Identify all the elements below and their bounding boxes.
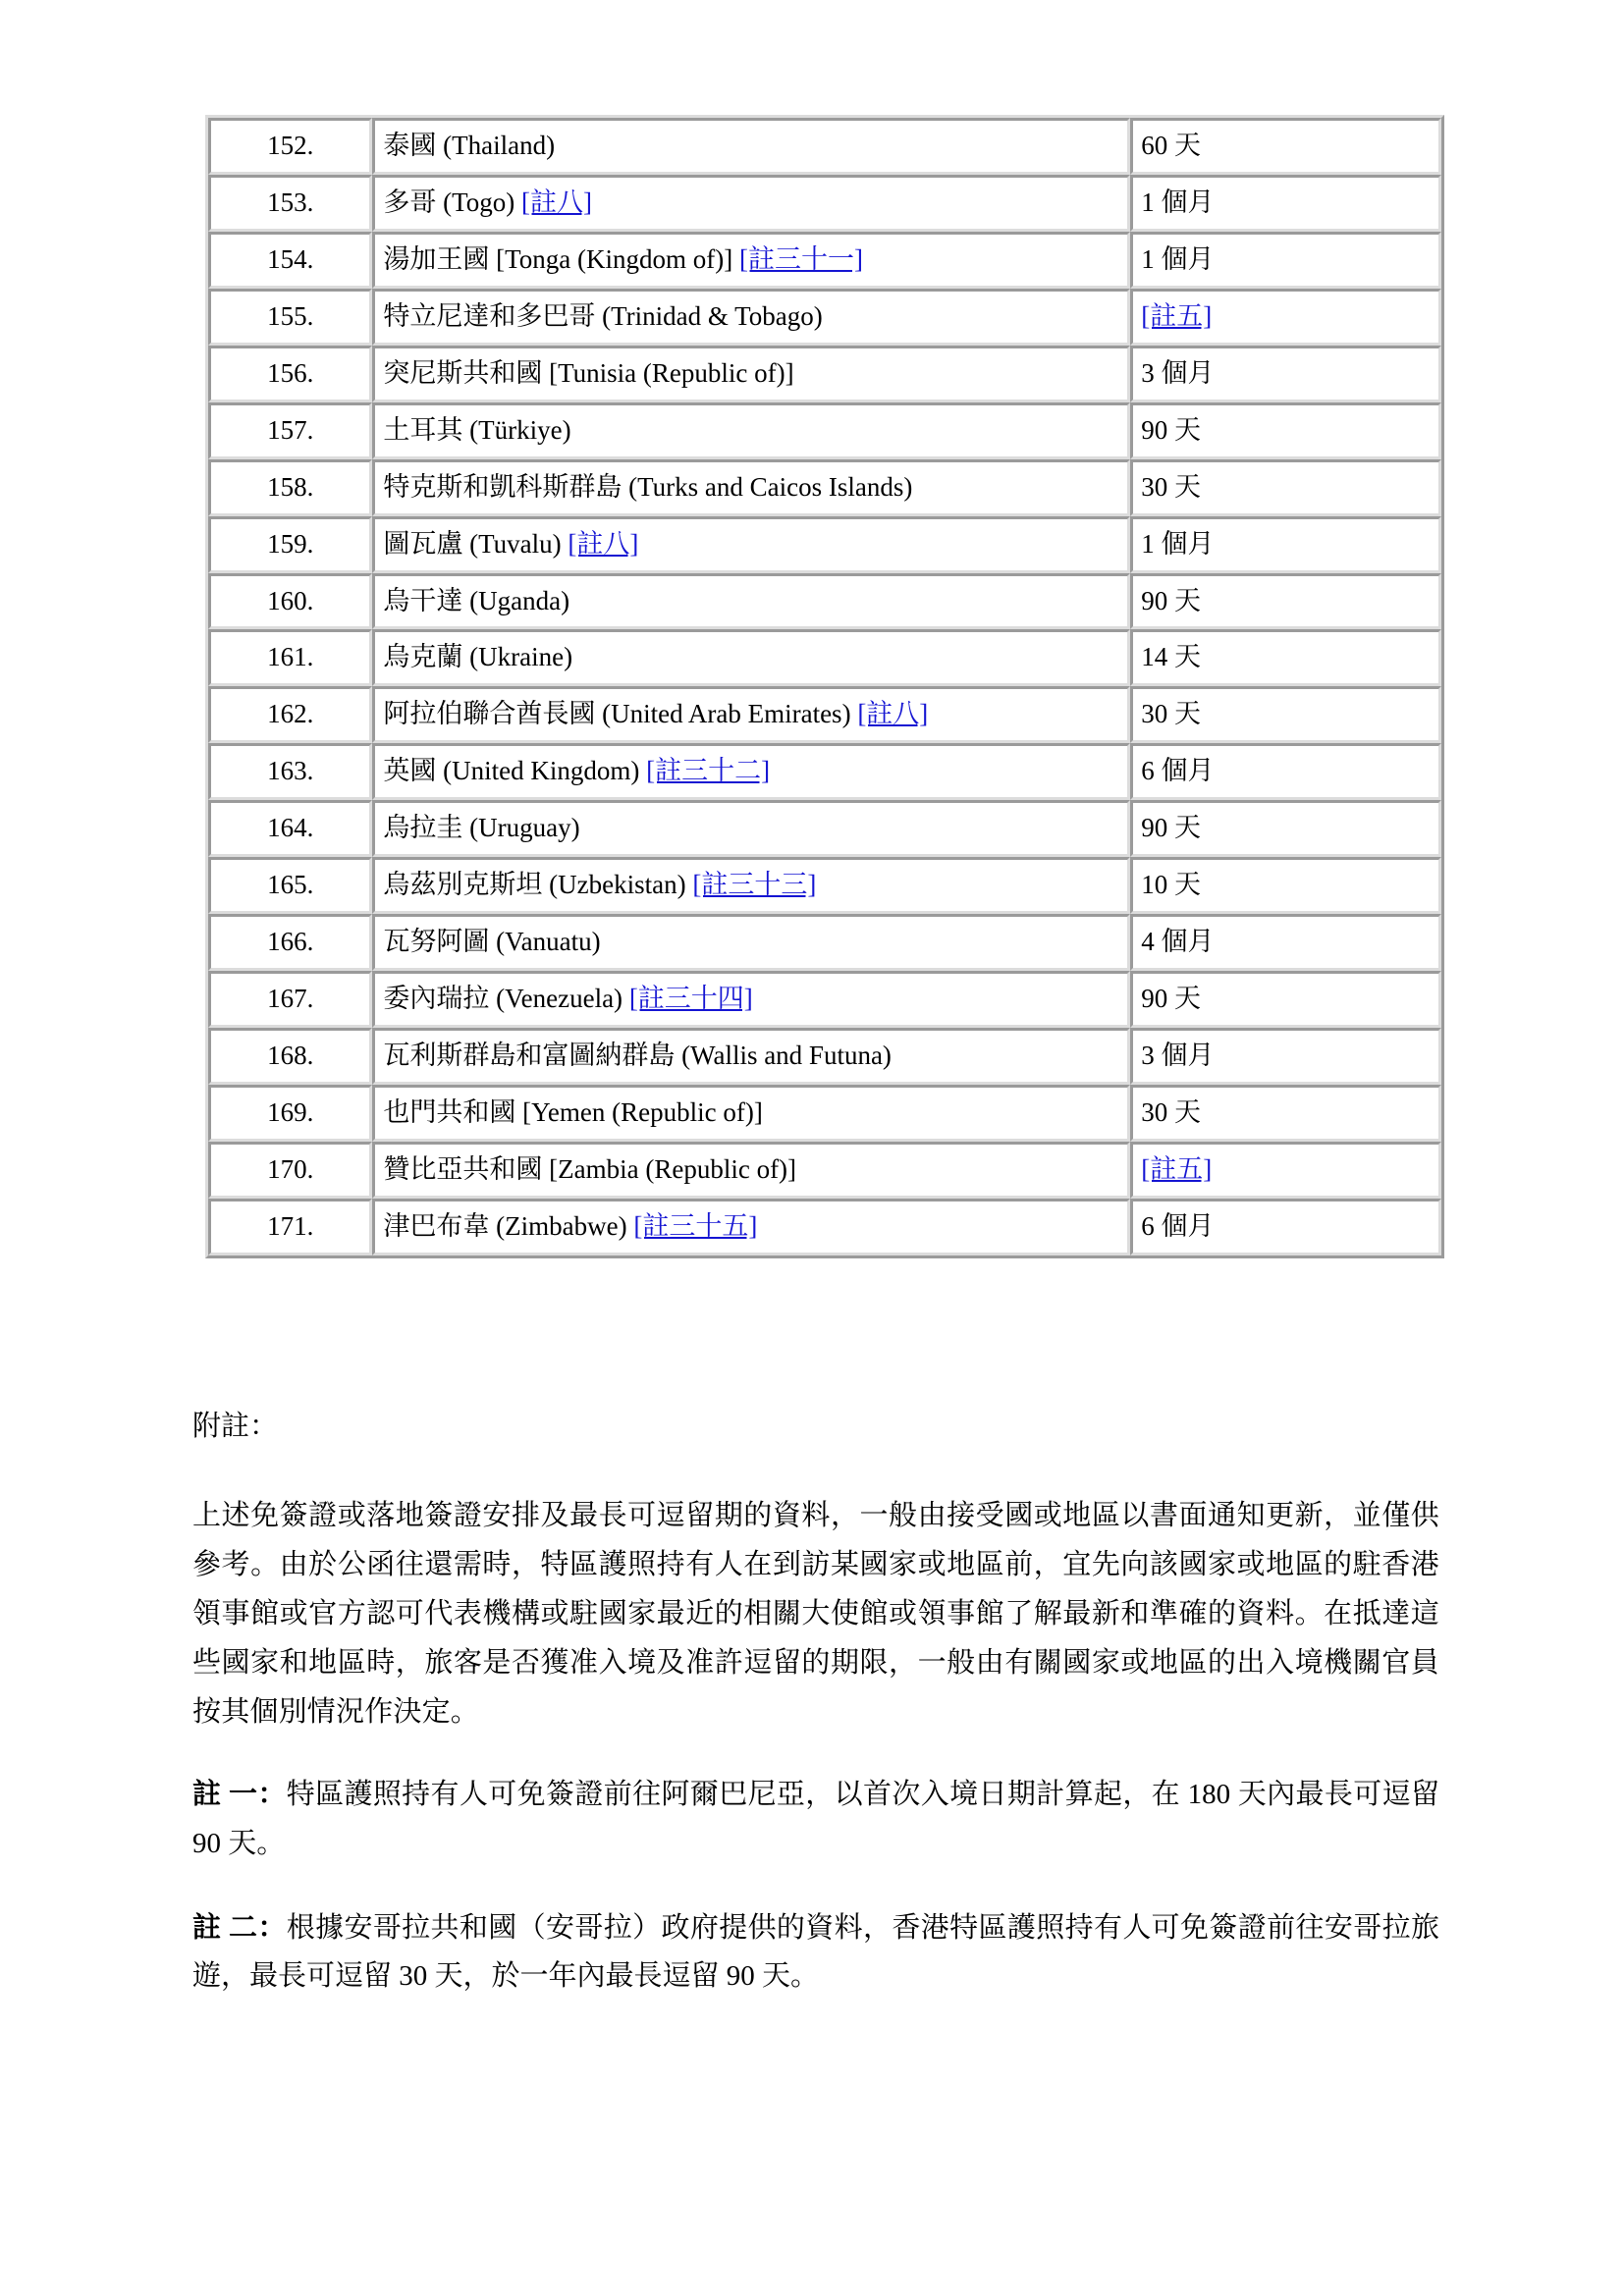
- row-index-cell: 159.: [208, 516, 372, 573]
- row-index-cell: 165.: [208, 857, 372, 914]
- max-stay-value: 90 天: [1141, 984, 1201, 1014]
- country-name-chinese: 多哥: [383, 187, 437, 217]
- country-name-english: (Uganda): [469, 585, 570, 615]
- country-name-english: (Wallis and Futuna): [681, 1041, 892, 1070]
- row-index-cell: 160.: [208, 573, 372, 630]
- row-index-cell: 164.: [208, 800, 372, 857]
- note-item: [192, 1904, 1439, 2002]
- table-row: [208, 232, 1441, 289]
- appendix-heading: 附註：: [192, 1411, 279, 1442]
- country-name-chinese: 突尼斯共和國: [383, 357, 543, 388]
- table-row: [208, 686, 1441, 743]
- max-stay-value: 90 天: [1141, 813, 1201, 843]
- max-stay-cell: [1130, 914, 1441, 971]
- country-name-cell: [372, 1142, 1130, 1199]
- country-name-chinese: 瓦努阿圖: [383, 927, 490, 957]
- note-text: 根據安哥拉共和國（安哥拉）政府提供的資料，香港特區護照持有人可免簽證前往安哥拉旅遊，最長可逗留 30 天，於一年內最長逗留 90 天。: [192, 1911, 1439, 1993]
- row-index-cell: 156.: [208, 346, 372, 402]
- max-stay-cell: [1130, 175, 1441, 232]
- row-index-cell: 162.: [208, 686, 372, 743]
- country-name-cell: [372, 346, 1130, 402]
- footnote-link[interactable]: [註三十一]: [738, 243, 863, 274]
- table-row: [208, 743, 1441, 800]
- max-stay-cell: [1130, 402, 1441, 459]
- country-name-chinese: 烏干達: [383, 585, 463, 615]
- note-label: 註 一：: [192, 1778, 287, 1810]
- row-index-cell: 163.: [208, 743, 372, 800]
- max-stay-cell: [1130, 800, 1441, 857]
- table-row: [208, 459, 1441, 516]
- table-row: [208, 573, 1441, 630]
- row-index-cell: 157.: [208, 402, 372, 459]
- country-name-chinese: 也門共和國: [383, 1096, 516, 1127]
- max-stay-cell: [1130, 459, 1441, 516]
- row-index-cell: 161.: [208, 629, 372, 686]
- country-name-cell: [372, 743, 1130, 800]
- max-stay-value: 3 個月: [1141, 1041, 1215, 1070]
- country-name-chinese: 贊比亞共和國: [383, 1153, 543, 1184]
- table-row: [208, 1085, 1441, 1142]
- max-stay-value: 14 天: [1141, 642, 1201, 672]
- table-row: [208, 175, 1441, 232]
- table-row: [208, 346, 1441, 402]
- country-name-cell: [372, 232, 1130, 289]
- max-stay-value: 30 天: [1141, 471, 1201, 502]
- row-index-cell: 154.: [208, 232, 372, 289]
- country-name-english: (Trinidad & Tobago): [602, 300, 823, 331]
- country-name-cell: [372, 914, 1130, 971]
- row-index-cell: 158.: [208, 459, 372, 516]
- country-name-cell: [372, 516, 1130, 573]
- country-name-english: (Uruguay): [469, 813, 580, 843]
- country-name-chinese: 烏克蘭: [383, 642, 463, 672]
- max-stay-value: 10 天: [1141, 870, 1201, 900]
- country-name-english: (Turks and Caicos Islands): [628, 471, 913, 502]
- max-stay-value: 4 個月: [1141, 927, 1215, 957]
- country-name-chinese: 烏茲別克斯坦: [383, 870, 543, 900]
- max-stay-cell: [1130, 346, 1441, 402]
- country-name-english: [Tunisia (Republic of)]: [549, 357, 794, 388]
- max-stay-cell: [1130, 857, 1441, 914]
- table-row: [208, 1199, 1441, 1255]
- general-disclaimer-paragraph: 上述免簽證或落地簽證安排及最長可逗留期的資料，一般由接受國或地區以書面通知更新，並僅供參考。由於公函往還需時，特區護照持有人在到訪某國家或地區前，宜先向該國家或地區的駐香港領事館或官方認可代表機構或駐國家最近的相關大使館或領事館了解最新和準確的資料。在抵達這些國家和地區時，旅客是否獲准入境及准許逗留的期限，一般由有關國家或地區的出入境機關官員按其個別情況作決定。: [192, 1500, 1439, 1728]
- country-name-chinese: 阿拉伯聯合酋長國: [383, 699, 596, 729]
- country-name-cell: [372, 459, 1130, 516]
- table-row: [208, 1028, 1441, 1085]
- country-name-cell: [372, 573, 1130, 630]
- max-stay-value: 30 天: [1141, 699, 1201, 729]
- row-index-cell: 171.: [208, 1199, 372, 1255]
- max-stay-cell: [1130, 516, 1441, 573]
- max-stay-value: 90 天: [1141, 414, 1201, 445]
- footnote-link[interactable]: [註三十二]: [646, 756, 771, 786]
- max-stay-cell: [1130, 1142, 1441, 1199]
- max-stay-value: 60 天: [1141, 131, 1201, 160]
- table-row: [208, 516, 1441, 573]
- table-row: [208, 629, 1441, 686]
- country-name-cell: [372, 1028, 1130, 1085]
- max-stay-value: 1 個月: [1141, 243, 1215, 274]
- footnote-link[interactable]: [註八]: [568, 528, 639, 559]
- country-name-chinese: 委內瑞拉: [383, 984, 490, 1014]
- table-body: [208, 118, 1441, 1255]
- country-name-english: (Ukraine): [469, 642, 573, 672]
- country-name-chinese: 瓦利斯群島和富圖納群島: [383, 1041, 676, 1070]
- max-stay-cell: [1130, 743, 1441, 800]
- max-stay-cell: [1130, 289, 1441, 346]
- note-text: 特區護照持有人可免簽證前往阿爾巴尼亞，以首次入境日期計算起，在 180 天內最長可逗留 90 天。: [192, 1778, 1439, 1859]
- country-name-english: (Venezuela): [496, 984, 623, 1014]
- country-name-cell: [372, 118, 1130, 175]
- row-index-cell: 167.: [208, 971, 372, 1028]
- max-stay-cell: [1130, 629, 1441, 686]
- row-index-cell: 153.: [208, 175, 372, 232]
- max-stay-value: 1 個月: [1141, 187, 1215, 217]
- row-index-cell: 166.: [208, 914, 372, 971]
- max-stay-value: 30 天: [1141, 1096, 1201, 1127]
- visa-free-countries-table: [205, 115, 1444, 1258]
- country-name-chinese: 津巴布韋: [383, 1210, 490, 1241]
- country-name-chinese: 圖瓦盧: [383, 528, 463, 559]
- footnote-link[interactable]: [註三十三]: [692, 870, 817, 900]
- table-row: [208, 914, 1441, 971]
- table-row: [208, 971, 1441, 1028]
- country-name-english: [Zambia (Republic of)]: [549, 1153, 797, 1184]
- country-name-cell: [372, 175, 1130, 232]
- row-index-cell: 170.: [208, 1142, 372, 1199]
- country-name-chinese: 特克斯和凱科斯群島: [383, 471, 623, 502]
- footnote-link[interactable]: [註三十五]: [633, 1210, 758, 1241]
- row-index-cell: 168.: [208, 1028, 372, 1085]
- max-stay-cell: [1130, 1199, 1441, 1255]
- country-name-english: (United Arab Emirates): [602, 699, 851, 729]
- country-name-english: (Thailand): [443, 131, 556, 160]
- country-name-chinese: 泰國: [383, 131, 437, 160]
- max-stay-value: 1 個月: [1141, 528, 1215, 559]
- country-name-cell: [372, 1085, 1130, 1142]
- footnote-link[interactable]: [註八]: [520, 187, 592, 217]
- max-stay-cell: [1130, 573, 1441, 630]
- table-row: [208, 402, 1441, 459]
- country-name-english: (Uzbekistan): [549, 870, 686, 900]
- note-item: [192, 1771, 1439, 1869]
- max-stay-cell: [1130, 1028, 1441, 1085]
- footnote-link[interactable]: [註八]: [857, 699, 929, 729]
- row-index-cell: 155.: [208, 289, 372, 346]
- country-name-chinese: 特立尼達和多巴哥: [383, 300, 596, 331]
- country-name-english: (Vanuatu): [496, 927, 601, 957]
- country-name-cell: [372, 971, 1130, 1028]
- country-name-cell: [372, 686, 1130, 743]
- country-name-cell: [372, 629, 1130, 686]
- row-index-cell: 152.: [208, 118, 372, 175]
- max-stay-cell: [1130, 971, 1441, 1028]
- country-name-english: (Tuvalu): [469, 528, 562, 559]
- country-name-english: (United Kingdom): [443, 756, 640, 786]
- table-row: [208, 289, 1441, 346]
- country-name-chinese: 烏拉圭: [383, 813, 463, 843]
- country-name-cell: [372, 857, 1130, 914]
- country-name-english: (Türkiye): [469, 414, 571, 445]
- max-stay-cell: [1130, 118, 1441, 175]
- max-stay-value: 6 個月: [1141, 1210, 1215, 1241]
- footnote-link[interactable]: [註五]: [1141, 300, 1213, 331]
- country-name-chinese: 土耳其: [383, 414, 463, 445]
- max-stay-cell: [1130, 1085, 1441, 1142]
- table-row: [208, 118, 1441, 175]
- country-name-cell: [372, 402, 1130, 459]
- country-name-cell: [372, 800, 1130, 857]
- country-name-english: [Yemen (Republic of)]: [522, 1096, 763, 1127]
- max-stay-value: 3 個月: [1141, 357, 1215, 388]
- footnote-link[interactable]: [註五]: [1141, 1153, 1213, 1184]
- table-row: [208, 800, 1441, 857]
- max-stay-value: 6 個月: [1141, 756, 1215, 786]
- table-row: [208, 1142, 1441, 1199]
- country-name-english: (Togo): [443, 187, 515, 217]
- max-stay-cell: [1130, 232, 1441, 289]
- footnote-link[interactable]: [註三十四]: [628, 984, 753, 1014]
- country-name-english: (Zimbabwe): [496, 1210, 627, 1241]
- country-name-chinese: 英國: [383, 756, 437, 786]
- country-name-english: [Tonga (Kingdom of)]: [496, 243, 733, 274]
- footer-notes-section: [192, 1404, 1439, 2037]
- row-index-cell: 169.: [208, 1085, 372, 1142]
- country-name-cell: [372, 1199, 1130, 1255]
- max-stay-value: 90 天: [1141, 585, 1201, 615]
- max-stay-cell: [1130, 686, 1441, 743]
- country-name-cell: [372, 289, 1130, 346]
- note-label: 註 二：: [192, 1911, 287, 1944]
- table-row: [208, 857, 1441, 914]
- country-name-chinese: 湯加王國: [383, 243, 490, 274]
